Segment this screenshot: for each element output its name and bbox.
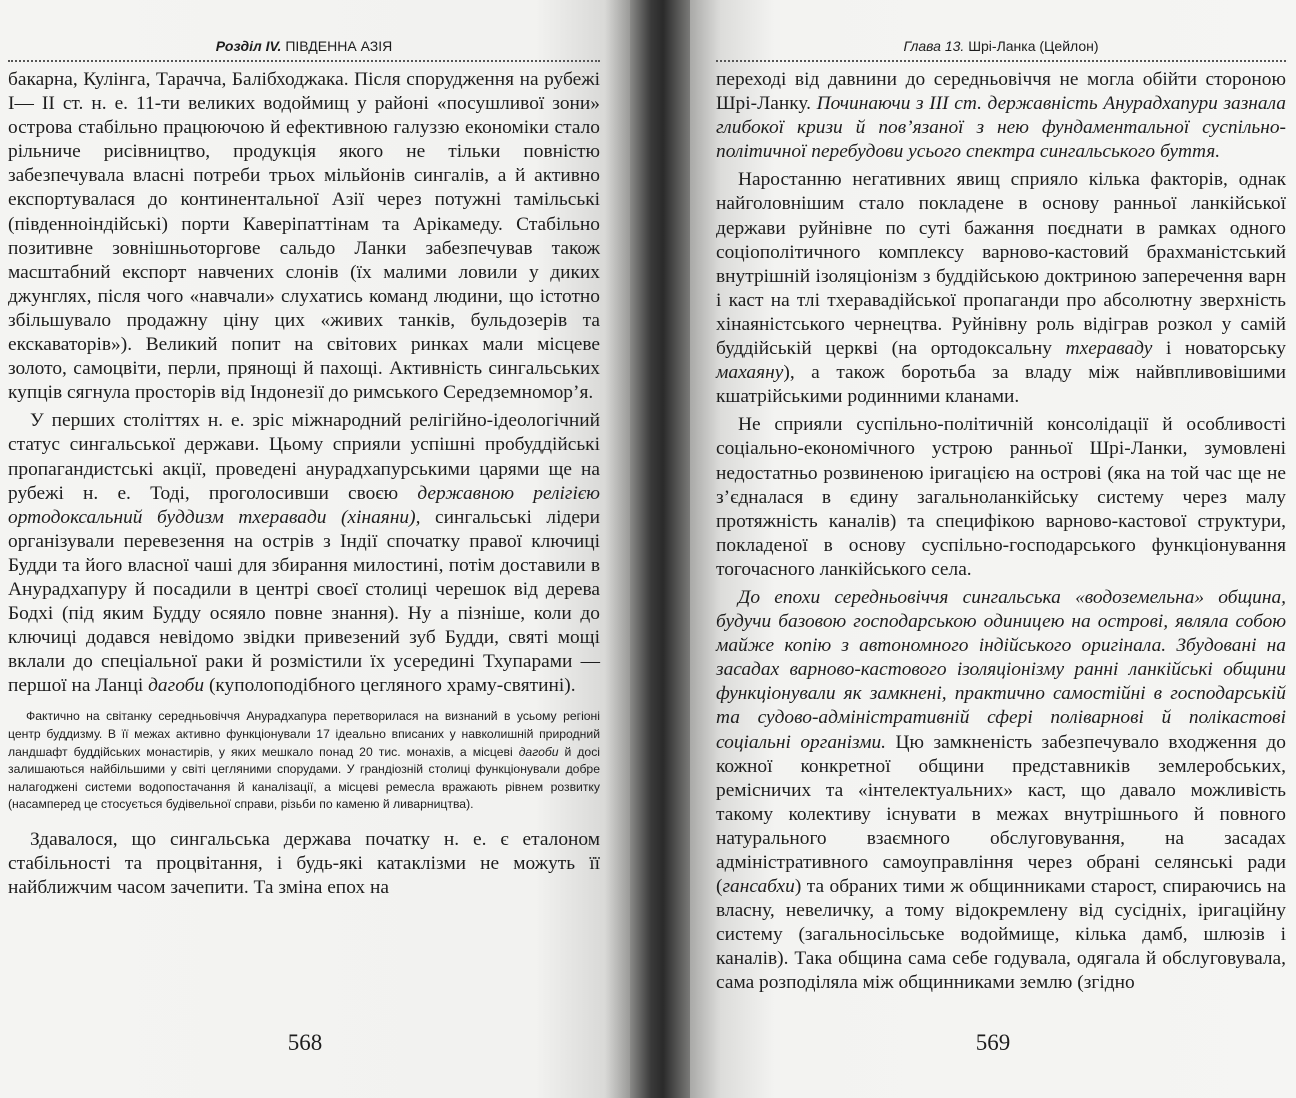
header-rule [716,60,1286,62]
running-head-title: ПІВДЕННА АЗІЯ [285,38,393,54]
book-gutter [630,0,690,1098]
page-number: 569 [975,1030,1011,1055]
running-head-label: Глава 13. [903,38,965,54]
page-number: 568 [287,1030,323,1055]
inset-note: Фактично на світанку середньовіччя Анурадхапура перетворилася на визнаний в усьому регіоні центр буддизму. В її межах активно функціонували 17 ідеально вписаних у навколишній природний ландшафт буддійських монастирів, у яких мешкало понад 20 тис. монахів, а місцеві дагоби й досі залишаються найбільшими у світі цегляними спорудами. У грандіозній столиці функціонували добре налагоджені системи водопостачання й каналізації, а місцеві ремесла вражають рівнем розвитку (насамперед це стосується будівельної справи, різьби по каменю й ливарництва). [8,709,600,812]
body-text [8,68,600,900]
paragraph: Не сприяли суспільно-політичній консолідації й особливості соціально-економічного устрою ранньої Шрі-Ланки, зумовлені недостатньо розвиненою іригацією на острові (яка на той час ще не з’єдналася в єдину загальноланкійську систему через малу протяжність каналів) та специфікою варново-кастової структури, покладеної в основу суспільно-господарського функціонування тогочасного ланкійського села. [716,414,1286,580]
paragraph: Наростанню негативних явищ сприяло кілька факторів, однак найголовнішим стало покладене в основу ранньої ланкійської держави руйнівне по суті бажання поєднати в рамках одного соціополітичного комплексу варново-кастовий брахманістський внутрішній ізоляціонізм з буддійською доктриною заперечення варн і каст на тлі тхеравадійської пропаганди про абсолютну зверхність хінаяністського чернецтва. Руйнівну роль відіграв розкол у самій буддійській церкві (на ортодоксальну тхераваду і новаторську махаяну), а також боротьба за владу між найвпливовішими кшатрійськими родинними кланами. [716,169,1286,408]
left-page [0,0,630,1098]
paragraph: Здавалося, що сингальська держава початку н. е. є еталоном стабільності та процвітання, і будь-які катаклізми не можуть її найближчим часом зачепити. Та зміна епох на [8,829,600,899]
header-rule [8,60,600,62]
paragraph: До епохи середньовіччя сингальська «водоземельна» община, будучи базовою господарською одиницею на острові, являла собою майже копію з автономного індійського оригінала. Збудовані на засадах варново-кастового ізоляціонізму ранні ланкійські общини функціонували як замкнені, практично самостійні в господарській та судово-адміністративній сфері полiварнові й полікастові соціальні організми. Цю замкненість забезпечувало входження до кожної конкретної общини представників землеробських, ремісничих та «інтелектуальних» каст, що давало можливість такому колективу існувати в межах внутрішнього й повного натурального взаємного обслуговування, на засадах адміністративного самоуправління через обрані селянські ради (гансабхи) та обраних тими ж общинниками старост, спираючись на власну, невеличку, а тому відокремлену від сусідніх, іригаційну систему (загальносільське водоймище, кілька дамб, шлюзів і каналів). Така община сама себе годувала, одягала й обслуговувала, сама розподіляла між общинниками землю (згідно [716,586,1286,994]
right-page [690,0,1296,1098]
paragraph: переході від давнини до середньовіччя не могла обійти стороною Шрі-Ланку. Починаючи з III ст. державність Анурадхапури зазнала глибокої кризи й пов’язаної з нею фундаментальної суспільно-політичної перебудови усього спектра сингальського буття. [716,69,1286,163]
running-head [8,38,600,54]
running-head-title: Шрі-Ланка (Цейлон) [968,38,1099,54]
running-head-label: Розділ IV. [215,38,282,54]
paragraph: бакарна, Кулінга, Тарачча, Балібходжака. Після спорудження на рубежі I— II ст. н. е. 11-ти великих водоймищ у районі «посушливої зони» острова стабільно працюючою й ефективною галуззю економіки стало рільниче рисівництво, продукція якого не тільки повністю забезпечувала власні потреби трьох мільйонів сингалів, а й активно експортувалася до континентальної Азії через потужні тамільські (південноіндійські) порти Каверіпаттінам та Арікамеду. Стабільно позитивне зовнішньоторгове сальдо Ланки забезпечував також масштабний експорт навчених слонів (їх малими ловили у диких джунглях, після чого «навчали» слухатись команд людини, що істотно збільшувало продажну ціну цих «живих танків, бульдозерів та екскаваторів»). Великий попит на світових ринках мали місцеве золото, самоцвіти, перли, прянощі й пахощі. Активність сингальських купців сягнула просторів від Індонезії до римського Середземномор’я. [8,69,600,404]
paragraph: У перших століттях н. е. зріс міжнародний релігійно-ідеологічний статус сингальської держави. Цьому сприяли успішні пробуддійські пропагандистські акції, проведені анурадхапурськими царями ще на рубежі н. е. Тоді, проголосивши своєю державною релігією ортодоксальний буддизм тхеравади (хінаяни), сингальські лідери організували перевезення на острів з Індії спочатку правої ключиці Будди та його власної чаші для збирання милостині, потім доставили в Анурадхапуру й посадили в центрі своєї столиці черешок від дерева Бодхі (під яким Будду осяяло повне знання). Ну а пізніше, коли до ключиці додався невідомо звідки привезений зуб Будди, святі мощі вклали до спеціальної раки й розмістили їх усередині Тхупарами — першої на Ланці дагоби (куполоподібного цегляного храму-святині). [8,410,600,697]
body-text [716,68,1286,996]
running-head [716,38,1286,54]
